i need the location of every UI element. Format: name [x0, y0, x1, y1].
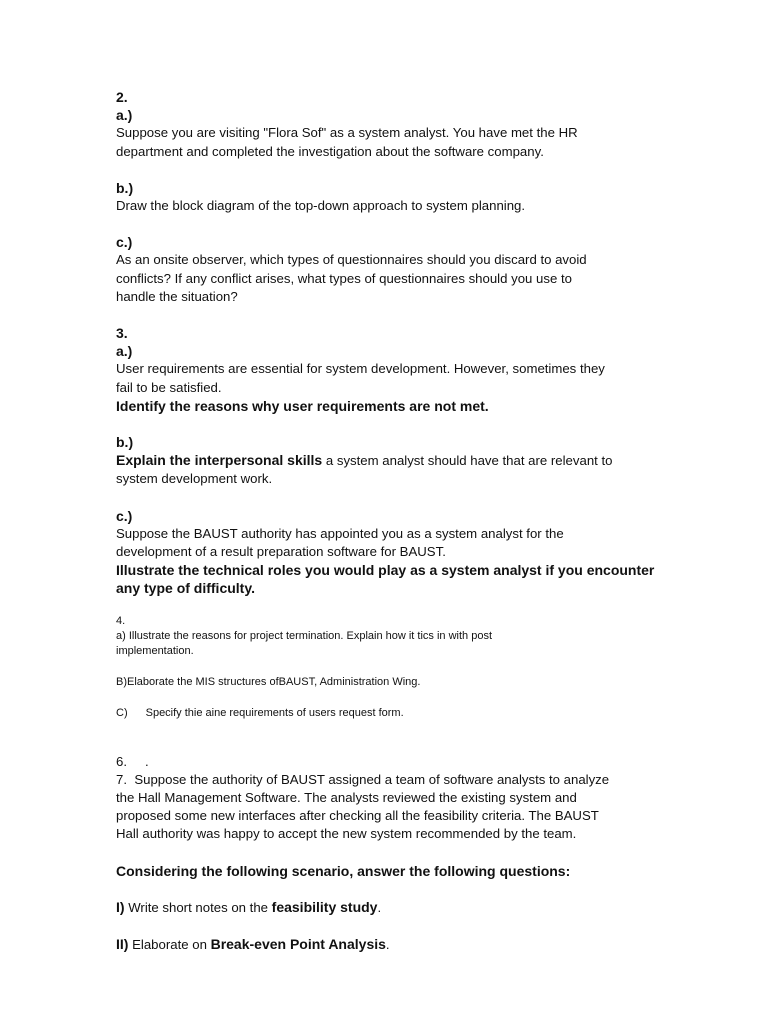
- question-3c-bold-line: Illustrate the technical roles you would play as a system analyst if you encounter: [116, 562, 655, 579]
- question-2a-text-line: department and completed the investigation about the software company.: [116, 143, 544, 159]
- question-7-ii-bold: Break-even Point Analysis: [210, 936, 386, 953]
- question-7-i-label: I): [116, 898, 125, 915]
- question-2-number: 2.: [116, 89, 128, 105]
- question-7-part-ii: [116, 935, 656, 954]
- question-4-number: 4.: [116, 614, 126, 627]
- question-7-i-end: .: [377, 899, 382, 915]
- question-3b-text-line: system development work.: [116, 471, 273, 487]
- question-7-scenario: Considering the following scenario, answer the following questions:: [116, 862, 571, 879]
- question-2c-text-line: handle the situation?: [116, 288, 238, 304]
- question-3a-label: a.): [116, 343, 133, 360]
- question-7-text-line: proposed some new interfaces after checking all the feasibility criteria. The BAUST: [116, 808, 599, 824]
- question-4a-text-line: a) Illustrate the reasons for project termination. Explain how it tics in with post: [116, 629, 493, 642]
- question-6-line: [116, 753, 656, 771]
- question-3b-text-line: [116, 451, 656, 470]
- question-7-ii-text: Elaborate on: [128, 937, 211, 953]
- question-7-number: 7.: [116, 771, 127, 787]
- question-3-number: 3.: [116, 325, 128, 342]
- question-2b-text: Draw the block diagram of the top-down approach to system planning.: [116, 198, 526, 214]
- question-2c-text-line: As an onsite observer, which types of questionnaires should you discard to avoid: [116, 252, 587, 268]
- question-2c-label: c.): [116, 234, 133, 251]
- question-2a-label: a.): [116, 107, 133, 124]
- question-3a-text-line: User requirements are essential for system development. However, sometimes they: [116, 361, 605, 377]
- question-7-ii-end: .: [385, 937, 390, 953]
- question-3b-text: a system analyst should have that are relevant to: [322, 453, 613, 469]
- question-2a-text-line: Suppose you are visiting "Flora Sof" as a system analyst. You have met the HR: [116, 125, 578, 141]
- question-7-text-line: Hall authority was happy to accept the new system recommended by the team.: [116, 826, 577, 842]
- question-4c-text: Specify thie aine requirements of users request form.: [145, 706, 404, 719]
- question-3b-bold: Explain the interpersonal skills: [116, 452, 323, 469]
- question-7-ii-label: II): [116, 936, 129, 953]
- question-3c-text-line: Suppose the BAUST authority has appointed you as a system analyst for the: [116, 525, 564, 541]
- question-7-i-bold: feasibility study: [271, 898, 378, 915]
- question-3c-bold-line: any type of difficulty.: [116, 580, 255, 597]
- question-7-part-i: [116, 898, 656, 917]
- question-2c-text-line: conflicts? If any conflict arises, what types of questionnaires should you use to: [116, 270, 572, 286]
- question-4b-text: B)Elaborate the MIS structures ofBAUST, Administration Wing.: [116, 675, 421, 688]
- question-4c-line: [116, 706, 656, 721]
- question-4c-label: C): [116, 706, 128, 719]
- question-7-line: [116, 771, 656, 789]
- question-3a-text-line: fail to be satisfied.: [116, 379, 222, 395]
- question-2b-label: b.): [116, 179, 134, 196]
- question-7-text-line: Suppose the authority of BAUST assigned a team of software analysts to analyze: [134, 771, 610, 787]
- question-3c-text-line: development of a result preparation software for BAUST.: [116, 544, 446, 560]
- question-3c-label: c.): [116, 507, 133, 524]
- question-7-text-line: the Hall Management Software. The analysts reviewed the existing system and: [116, 790, 577, 806]
- document-page: [116, 88, 656, 954]
- question-7-i-text: Write short notes on the: [124, 899, 272, 915]
- question-3b-label: b.): [116, 434, 134, 451]
- question-6-text: .: [145, 753, 149, 769]
- question-4a-text-line: implementation.: [116, 644, 194, 657]
- question-3a-bold: Identify the reasons why user requirements are not met.: [116, 397, 489, 414]
- question-6-number: 6.: [116, 753, 127, 769]
